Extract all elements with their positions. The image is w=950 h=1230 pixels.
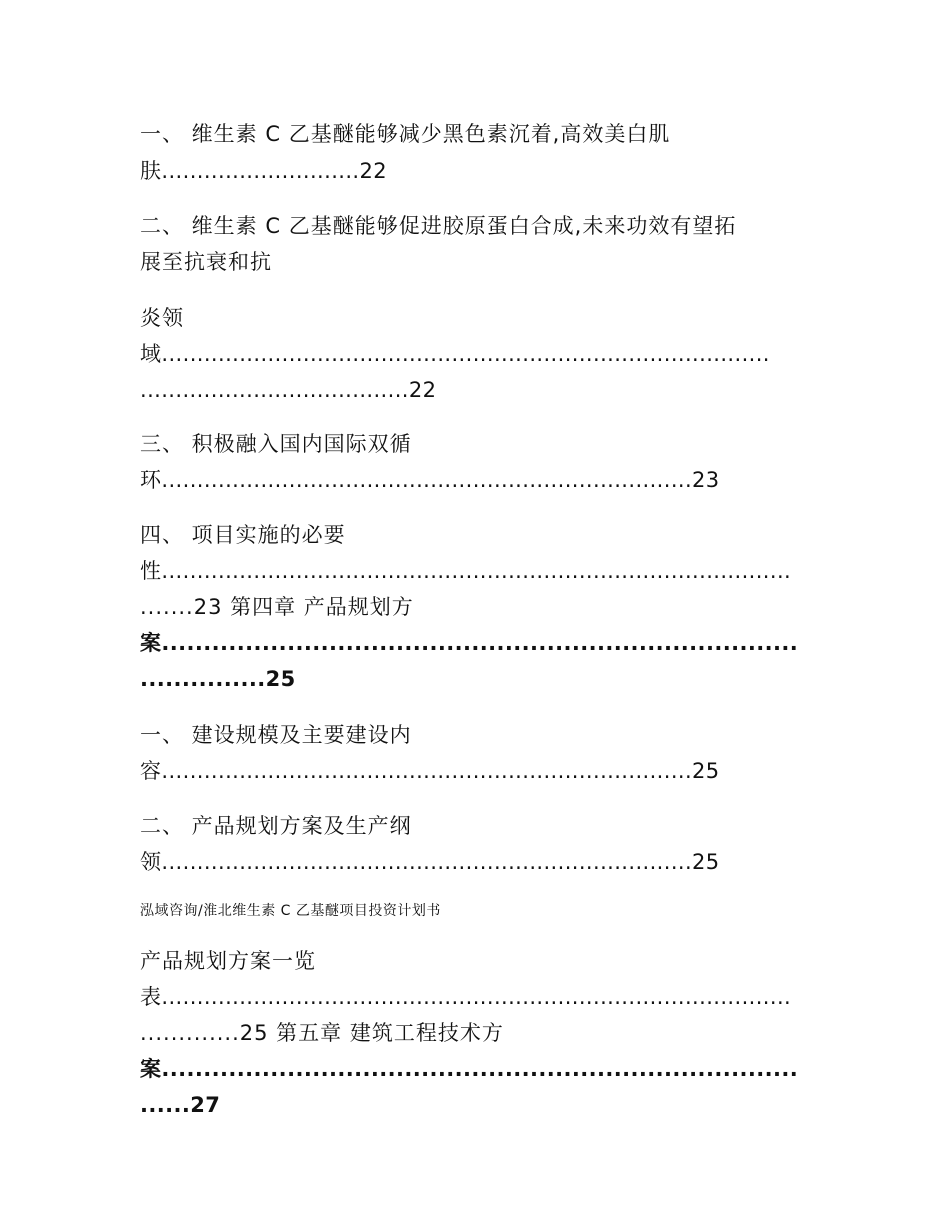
toc-entry-leader-chapter: .......23 第四章 产品规划方 <box>140 595 414 619</box>
toc-entry-leader: 环...........................................................................23 <box>140 468 720 492</box>
toc-entry-title-cont: 展至抗衰和抗 <box>140 250 272 274</box>
toc-entry-leader: 性......................................................................................... <box>140 559 792 583</box>
page-header-footer: 泓域咨询/淮北维生素 C 乙基醚项目投资计划书 <box>140 903 441 919</box>
toc-entry-title: 一、 建设规模及主要建设内 <box>140 723 412 747</box>
toc-entry-title: 一、 维生素 C 乙基醚能够减少黑色素沉着,高效美白肌 <box>140 122 671 146</box>
toc-entry-leader: 容...........................................................................25 <box>140 759 720 783</box>
toc-entry-leader-chapter: .............25 第五章 建筑工程技术方 <box>140 1021 504 1045</box>
toc-entry-leader: 肤............................22 <box>140 159 388 183</box>
toc-entry-title-cont: 炎领 <box>140 306 184 330</box>
toc-entry-leader: 表......................................................................................... <box>140 985 792 1009</box>
toc-entry-leader: 域...................................................................................... <box>140 342 770 366</box>
toc-entry-title: 二、 产品规划方案及生产纲 <box>140 814 412 838</box>
toc-entry-leader: ......................................22 <box>140 378 437 402</box>
toc-entry-leader: 领...........................................................................25 <box>140 850 720 874</box>
toc-entry-title: 三、 积极融入国内国际双循 <box>140 432 412 456</box>
toc-entry-title: 二、 维生素 C 乙基醚能够促进胶原蛋白合成,未来功效有望拓 <box>140 214 737 238</box>
toc-chapter-leader: ...............25 <box>140 667 296 691</box>
toc-chapter-leader: 案............................................................................ <box>140 1057 799 1081</box>
toc-entry-title: 产品规划方案一览 <box>140 949 316 973</box>
toc-chapter-leader: 案............................................................................ <box>140 631 799 655</box>
toc-chapter-leader: ......27 <box>140 1093 221 1117</box>
toc-entry-title: 四、 项目实施的必要 <box>140 523 346 547</box>
